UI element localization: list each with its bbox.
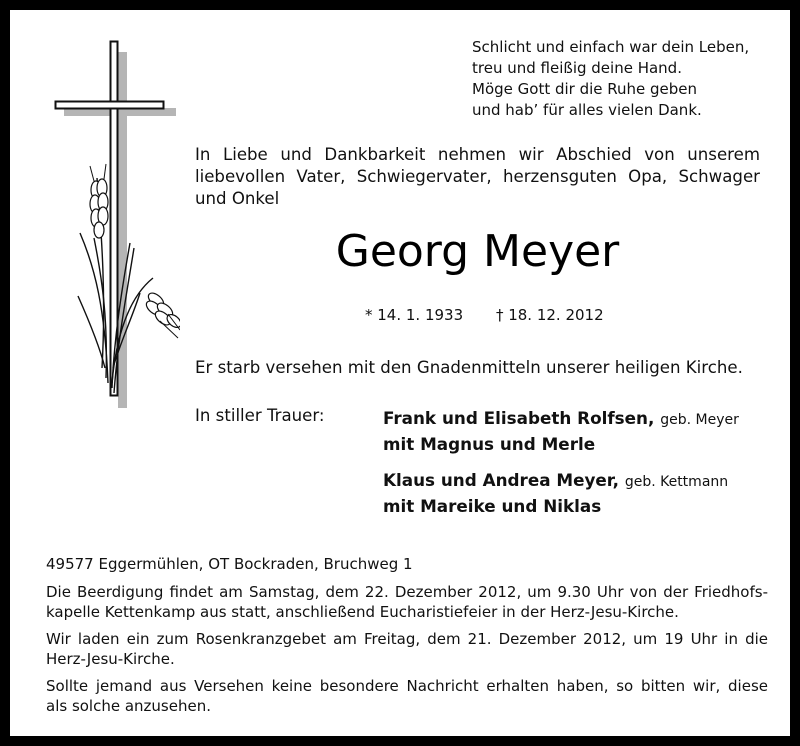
intro-line: liebevollen Vater, Schwiegervater, herzensguten Opa, Schwager: [195, 167, 760, 186]
intro-text: [195, 144, 760, 210]
rosary-notice: [46, 629, 768, 669]
family-children: mit Magnus und Merle: [383, 434, 596, 454]
maiden-name: geb. Kettmann: [624, 474, 729, 490]
address: 49577 Eggermühlen, OT Bockraden, Bruchweg 1: [46, 555, 413, 573]
intro-line: In Liebe und Dankbarkeit nehmen wir Abschied von unserem: [195, 145, 760, 164]
family-children: mit Mareike und Niklas: [383, 496, 602, 516]
funeral-notice: [46, 582, 768, 622]
maiden-name: geb. Meyer: [660, 412, 739, 428]
poem-line: Möge Gott dir die Ruhe geben: [472, 80, 698, 98]
family-entry: [383, 468, 728, 518]
cross-with-wheat-icon: [50, 38, 180, 418]
intro-line: und Onkel: [195, 189, 280, 208]
notice-line: Herz-Jesu-Kirche.: [46, 650, 175, 668]
birth-date: * 14. 1. 1933: [365, 306, 464, 324]
notice-line: Die Beerdigung findet am Samstag, dem 22. Dezember 2012, um 9.30 Uhr von der Friedhofs-: [46, 583, 768, 601]
statement: Er starb versehen mit den Gnadenmitteln unserer heiligen Kirche.: [195, 358, 743, 377]
poem-line: Schlicht und einfach war dein Leben,: [472, 38, 750, 56]
notice-line: Sollte jemand aus Versehen keine besondere Nachricht erhalten haben, so bitten wir, diese: [46, 677, 768, 695]
obituary-page: [10, 10, 790, 736]
general-notice: [46, 676, 768, 716]
notice-line: kapelle Kettenkamp aus statt, anschließend Eucharistiefeier in der Herz-Jesu-Kirche.: [46, 603, 679, 621]
death-date: † 18. 12. 2012: [495, 306, 604, 324]
family-entry: [383, 406, 739, 456]
notice-line: Wir laden ein zum Rosenkranzgebet am Freitag, dem 21. Dezember 2012, um 19 Uhr in die: [46, 630, 768, 648]
family-names: Frank und Elisabeth Rolfsen,: [383, 408, 655, 428]
poem-line: treu und fleißig deine Hand.: [472, 59, 682, 77]
family-names: Klaus und Andrea Meyer,: [383, 470, 619, 490]
notice-line: als solche anzusehen.: [46, 697, 211, 715]
poem: [472, 37, 749, 121]
mourners-label: In stiller Trauer:: [195, 406, 325, 425]
poem-line: und hab’ für alles vielen Dank.: [472, 101, 702, 119]
deceased-name: Georg Meyer: [335, 226, 620, 277]
life-dates: [365, 306, 632, 324]
